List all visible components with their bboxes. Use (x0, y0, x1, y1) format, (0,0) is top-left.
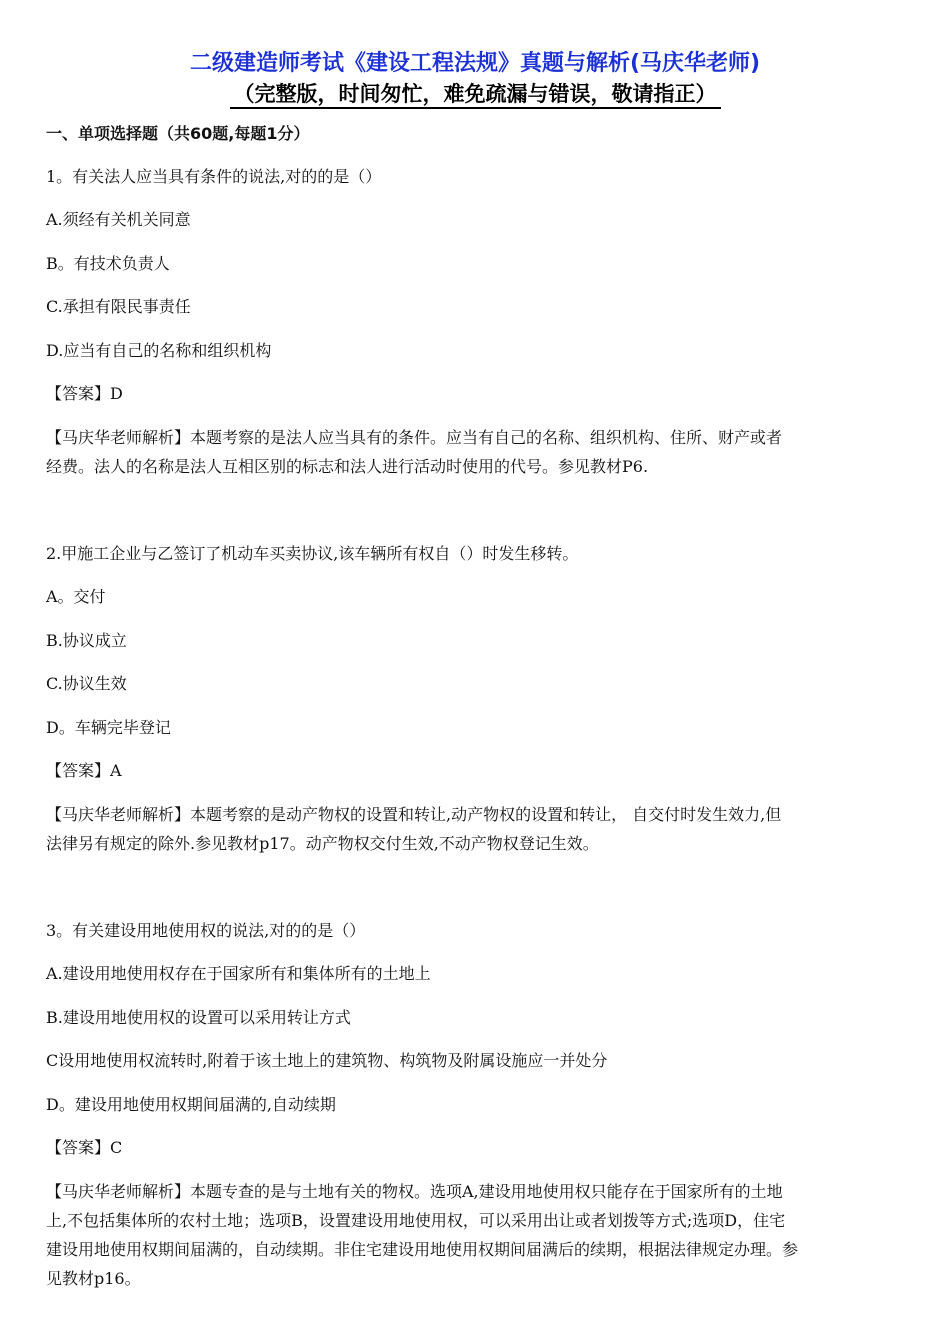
question-2-option-a: A。交付 (46, 587, 106, 606)
question-3-analysis-line-1: 【马庆华老师解析】本题专查的是与土地有关的物权。选项A,建设用地使用权只能存在于国家所有的土地 (46, 1182, 783, 1201)
question-1-analysis-line-2: 经费。法人的名称是法人互相区别的标志和法人进行活动时使用的代号。参见教材P6. (46, 457, 649, 476)
question-3-option-a: A.建设用地使用权存在于国家所有和集体所有的土地上 (46, 964, 431, 983)
question-2-stem: 2.甲施工企业与乙签订了机动车买卖协议,该车辆所有权自（）时发生移转。 (46, 544, 579, 563)
question-2-option-c: C.协议生效 (46, 674, 127, 693)
question-3-analysis-line-4: 见教材p16。 (46, 1269, 141, 1288)
question-2-answer: 【答案】A (46, 761, 122, 780)
question-1-option-b: B。有技术负责人 (46, 254, 170, 273)
document-subtitle (0, 78, 950, 108)
question-3-stem: 3。有关建设用地使用权的说法,对的的是（） (46, 921, 366, 940)
question-2-option-d: D。车辆完毕登记 (46, 718, 171, 737)
document-title: 二级建造师考试《建设工程法规》真题与解析(马庆华老师) (189, 51, 761, 76)
question-2-option-b: B.协议成立 (46, 631, 127, 650)
question-2-analysis-line-2: 法律另有规定的除外.参见教材p17。动产物权交付生效,不动产物权登记生效。 (46, 834, 599, 853)
question-3-option-d: D。建设用地使用权期间届满的,自动续期 (46, 1095, 336, 1114)
question-3-analysis-line-3: 建设用地使用权期间届满的，自动续期。非住宅建设用地使用权期间届满后的续期，根据法律规定办理。参 (46, 1240, 799, 1259)
question-1-stem: 1。有关法人应当具有条件的说法,对的的是（） (46, 167, 382, 186)
question-1-analysis-line-1: 【马庆华老师解析】本题考察的是法人应当具有的条件。应当有自己的名称、组织机构、住所、财产或者 (46, 428, 783, 447)
question-3-answer: 【答案】C (46, 1138, 123, 1157)
question-1-option-d: D.应当有自己的名称和组织机构 (46, 341, 272, 360)
question-3-option-b: B.建设用地使用权的设置可以采用转让方式 (46, 1008, 351, 1027)
question-1-option-c: C.承担有限民事责任 (46, 297, 191, 316)
document-subtitle-text: （完整版，时间匆忙，难免疏漏与错误，敬请指正） (230, 82, 721, 109)
question-1-answer: 【答案】D (46, 384, 123, 403)
section-heading: 一、单项选择题（共60题,每题1分） (46, 124, 310, 143)
question-1-option-a: A.须经有关机关同意 (46, 210, 191, 229)
question-3-option-c: C设用地使用权流转时,附着于该土地上的建筑物、构筑物及附属设施应一并处分 (46, 1051, 608, 1070)
question-2-analysis-line-1: 【马庆华老师解析】本题考察的是动产物权的设置和转让,动产物权的设置和转让， 自交付时发生效力,但 (46, 805, 782, 824)
question-3-analysis-line-2: 上,不包括集体所的农村土地；选项B，设置建设用地使用权，可以采用出让或者划拨等方式;选项D，住宅 (46, 1211, 786, 1230)
